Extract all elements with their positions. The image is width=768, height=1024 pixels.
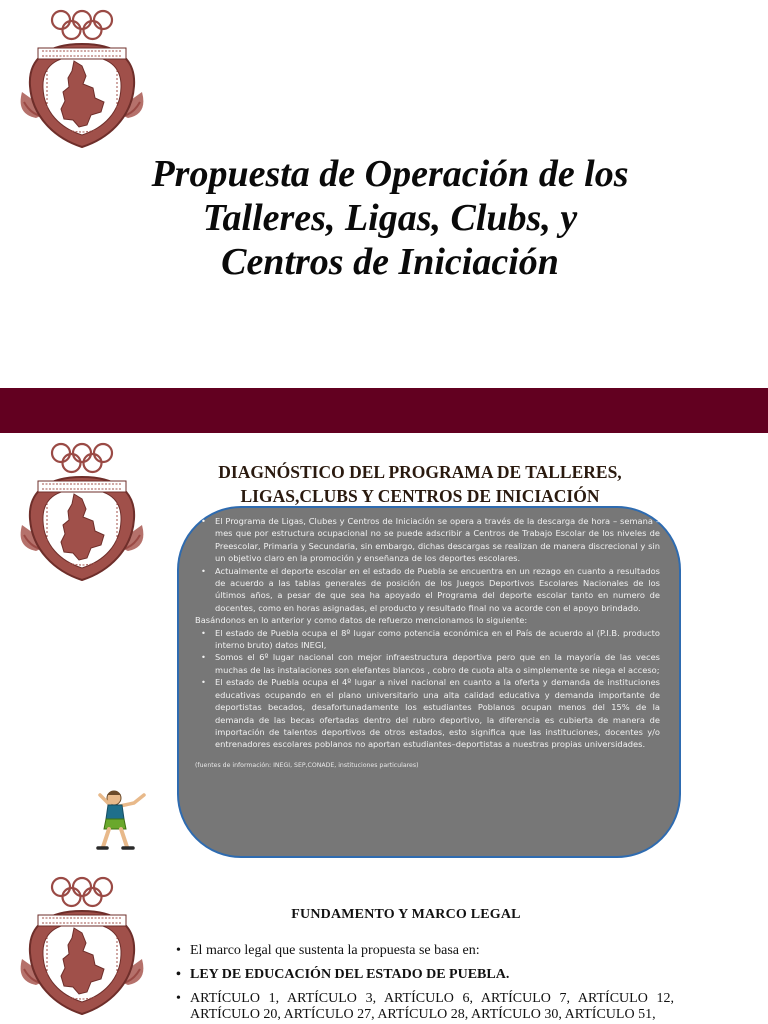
legal-item: • ARTÍCULO 1, ARTÍCULO 3, ARTÍCULO 6, ARTÍCULO 7, ARTÍCULO 12, ARTÍCULO 20, ARTÍCULO 27, ARTÍCULO 28, ARTÍCULO 30, ARTÍCULO 51, xyxy=(176,991,674,1023)
legal-item: • El marco legal que sustenta la propuesta se basa en: xyxy=(176,943,674,959)
dancing-student-icon xyxy=(90,787,156,859)
title-line: LIGAS,CLUBS Y CENTROS DE INICIACIÓN xyxy=(240,486,600,506)
diagnosis-bullet: • El estado de Puebla ocupa el 4º lugar a nivel nacional en cuanto a la oferta y demanda de instituciones educativas ocupando en el plano universitario una alta calidad educativa y demanda importante de deportistas becados, desafortunadamente los estudiantes Poblanos ocupan menos del 15% de la demanda de las becas ofertadas dentro del rubro deportivo, la diferencia es cubierta de manera de importación de talentos deportivos de otros estados, esto significa que las instituciones, docentes y/o entrenadores escolares poblanos no aportan estudiantes–deportistas a nuestras propias universidades. xyxy=(195,676,660,750)
title-slide xyxy=(0,0,768,388)
title-line: Propuesta de Operación de los xyxy=(151,153,629,195)
diagnosis-intro: Basándonos en lo anterior y como datos de refuerzo mencionamos lo siguiente: xyxy=(195,615,528,626)
title-line: Talleres, Ligas, Clubs, y xyxy=(202,197,578,239)
diagnosis-bullet: • Actualmente el deporte escolar en el estado de Puebla se encuentra en un rezago en cuanto a resultados de acuerdo a las tablas generales de posición de los Juegos Deportivos Escolares Nacionales de los últimos años, a pesar de que sea ha apoyado el Programa del deporte escolar tanto en numero de docentes, como en horas asignadas, el producto y resultado final no va acorde con el apoyo brindado. xyxy=(195,565,660,615)
diagnosis-title xyxy=(170,460,670,508)
olympic-emblem-icon xyxy=(12,873,152,1017)
title-line: Centros de Iniciación xyxy=(221,241,559,283)
diagnosis-bullet: • El Programa de Ligas, Clubes y Centros de Iniciación se opera a través de la descarga de hora – semana – mes que por estructura ocupacional no se puede adscribir a Centros de Trabajo Escolar de los niveles de Preescolar, Primaria y Secundaria, sin embargo, dichas descargas se realizan de manera discrecional y sin un objetivo claro en la promoción y enseñanza de los deportes escolares. xyxy=(195,515,660,565)
legal-slide xyxy=(0,867,768,1024)
diagnosis-content xyxy=(195,515,660,772)
diagnosis-bullet: • El estado de Puebla ocupa el 8º lugar como potencia económica en el País de acuerdo al (P.I.B. producto interno bruto) datos INEGI, xyxy=(195,627,660,652)
legal-item: • LEY DE EDUCACIÓN DEL ESTADO DE PUEBLA. xyxy=(176,967,674,983)
legal-title: FUNDAMENTO Y MARCO LEGAL xyxy=(291,907,521,922)
slide-divider xyxy=(0,388,768,433)
diagnosis-bullet: • Somos el 6º lugar nacional con mejor infraestructura deportiva pero que en la mayoría de las veces muchas de las instalaciones son elefantes blancos , cobro de cuota alta o simplemente se niega el acceso; xyxy=(195,651,660,676)
diagnosis-slide xyxy=(0,433,768,867)
olympic-emblem-icon xyxy=(12,6,152,150)
presentation-title xyxy=(70,152,710,284)
sources-note: (fuentes de información: INEGI, SEP,CONADE, instituciones particulares) xyxy=(195,761,419,769)
legal-list xyxy=(176,943,674,1024)
olympic-emblem-icon xyxy=(12,439,152,583)
title-line: DIAGNÓSTICO DEL PROGRAMA DE TALLERES, xyxy=(218,462,622,482)
